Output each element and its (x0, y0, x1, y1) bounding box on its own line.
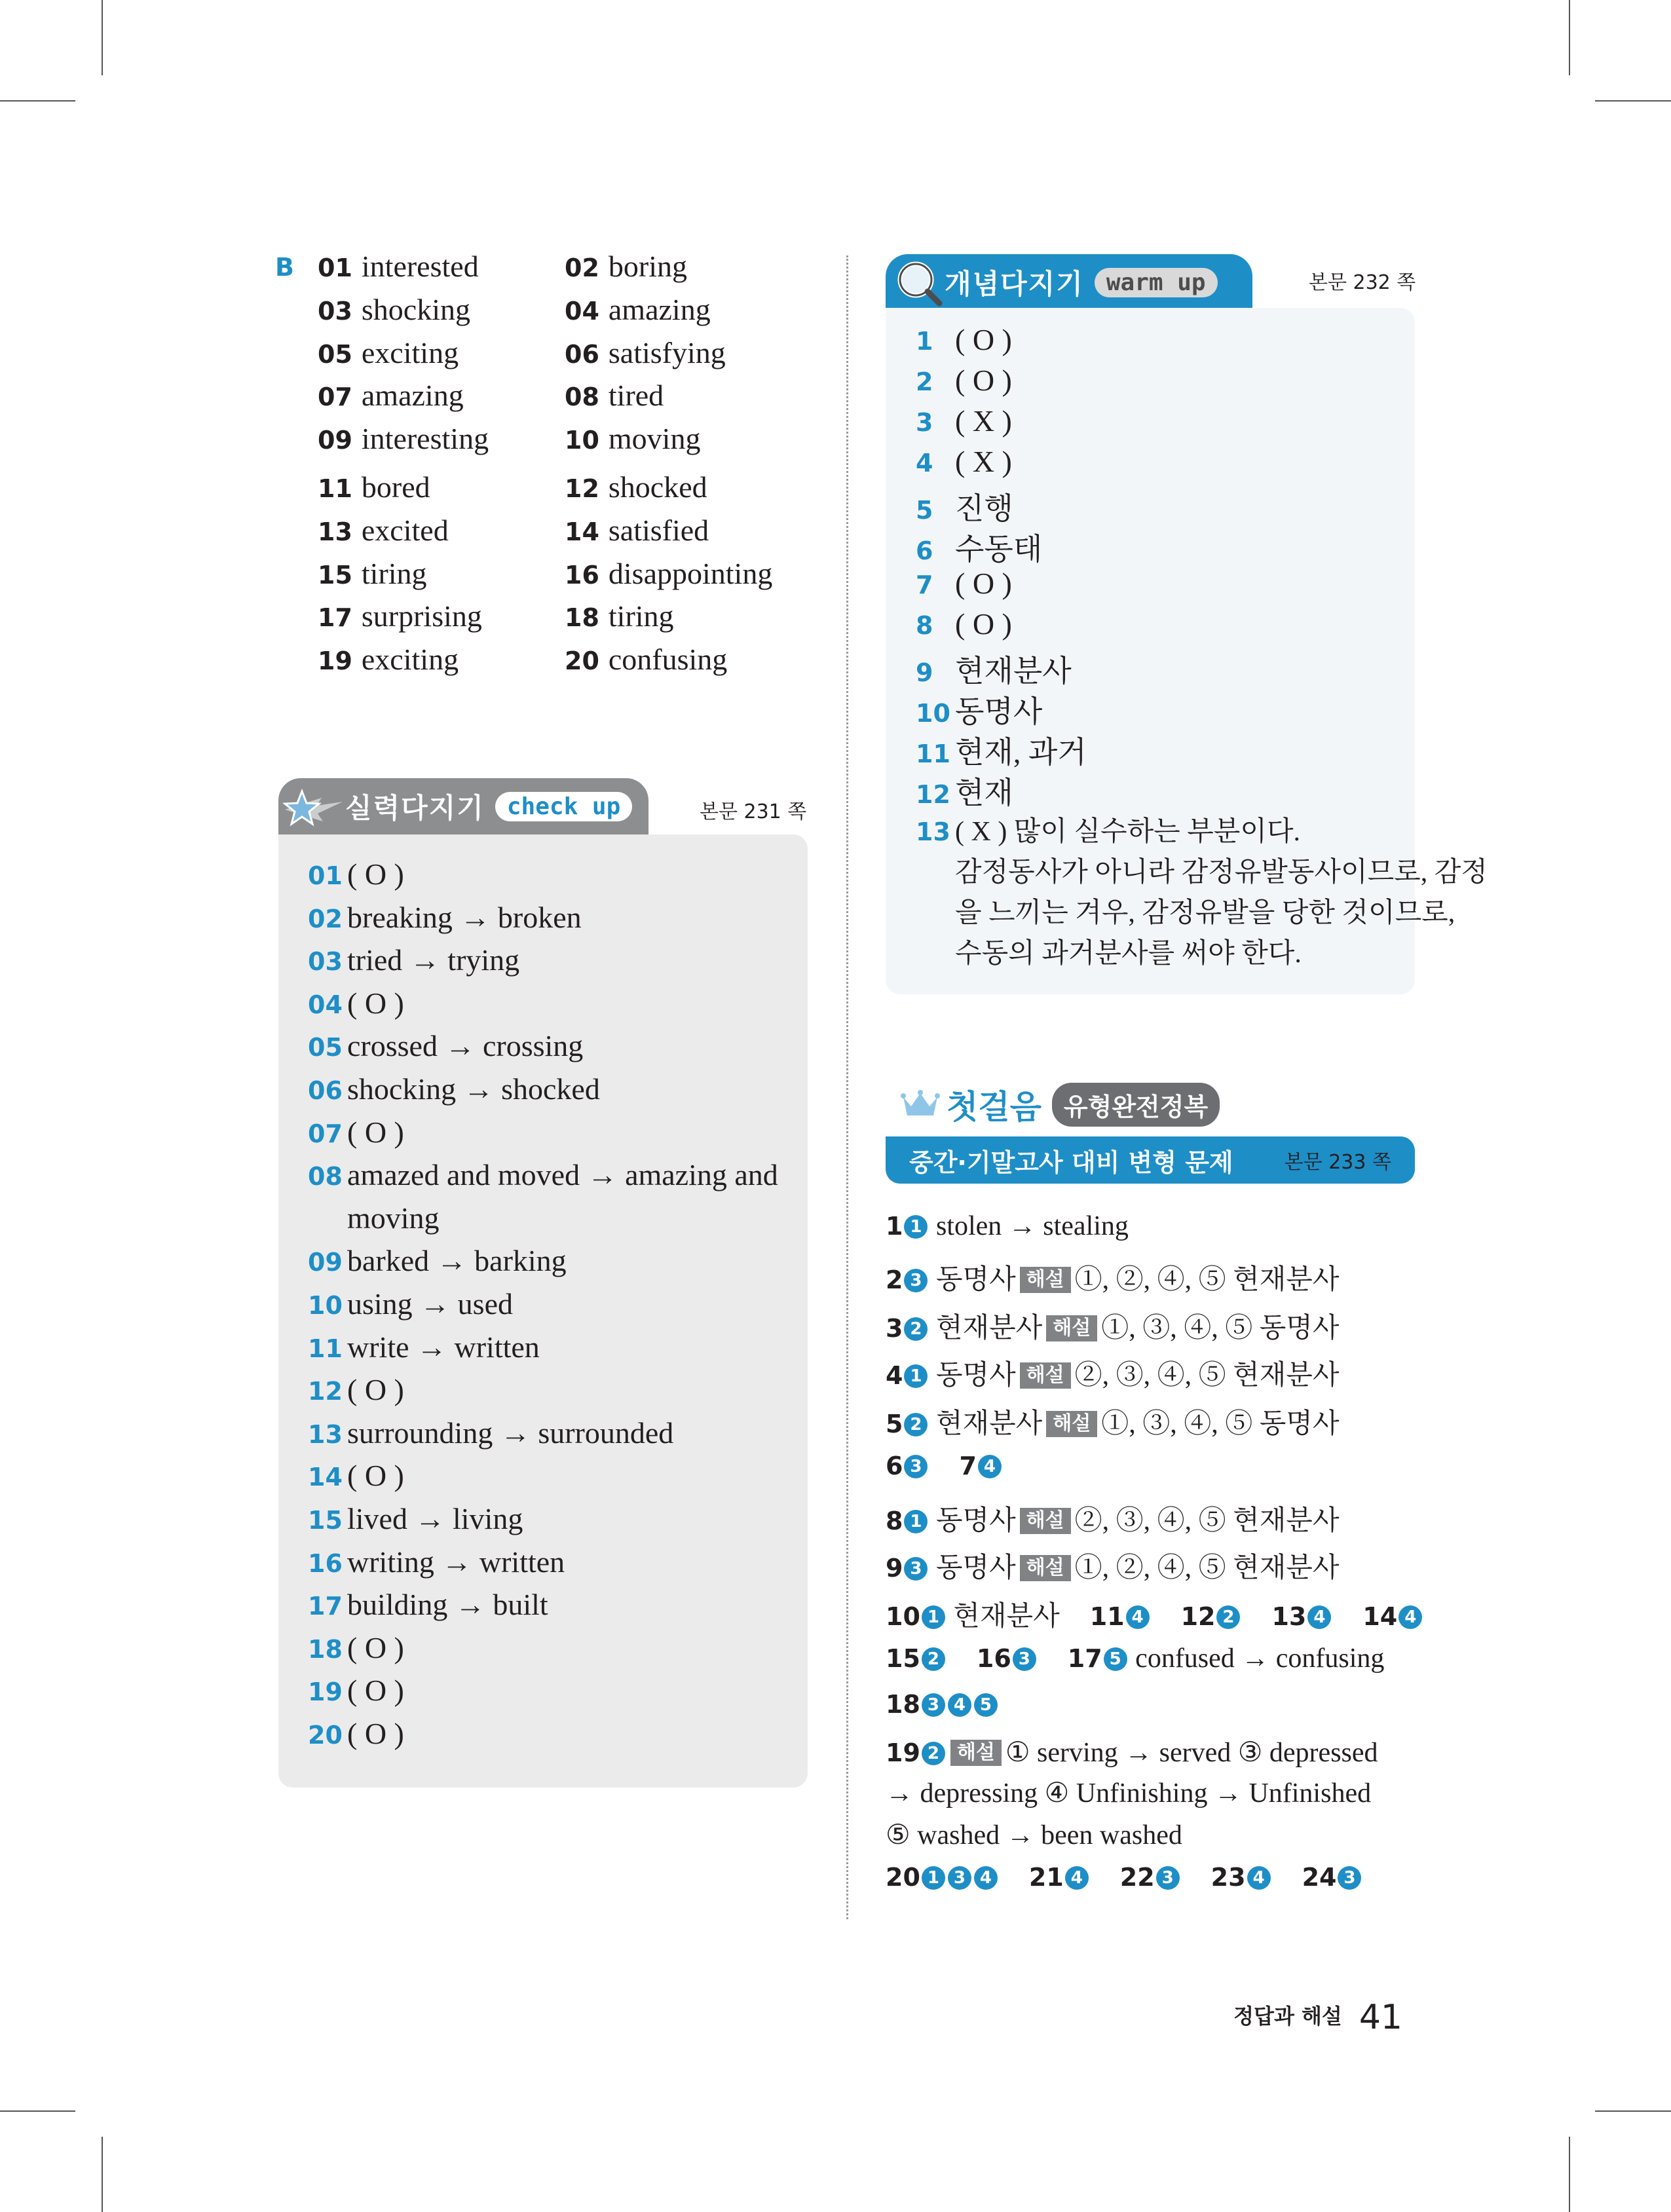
item-number: 18 (565, 603, 599, 632)
answer-text: ( X ) 많이 실수하는 부분이다. (955, 817, 1301, 847)
list-item (916, 566, 1012, 601)
answer-text: ①, ③, ④, ⑤ 동명사 (1101, 1409, 1340, 1439)
choice-circle: 4 (978, 1455, 1002, 1478)
answer-line (886, 1594, 1423, 1634)
choice-circle: 1 (922, 1605, 945, 1629)
list-item (308, 857, 404, 891)
answer-item (565, 378, 664, 417)
question-number: 16 (976, 1644, 1011, 1673)
item-number: 11 (318, 474, 352, 503)
answer-line (886, 1353, 1339, 1393)
section-letter: B (275, 253, 294, 282)
answer-text: tiring (361, 557, 427, 590)
list-item (308, 1587, 548, 1622)
item-number: 10 (916, 699, 950, 728)
item-number: 06 (308, 1076, 343, 1105)
choice-circle: 3 (904, 1557, 928, 1581)
list-item (308, 1501, 523, 1536)
list-item (308, 1330, 540, 1364)
answer-text: using → used (347, 1287, 513, 1321)
answer-item (565, 556, 772, 595)
choice-circle: 1 (922, 1866, 945, 1890)
list-item (308, 1716, 404, 1751)
answer-text: 진행 (955, 492, 1013, 525)
question-number: 14 (1362, 1602, 1398, 1631)
choice-circle: 1 (904, 1364, 928, 1388)
firststep-bar (886, 1136, 1415, 1184)
list-item (916, 688, 1042, 731)
answer-text: tired (608, 379, 664, 412)
answer-text: writing → written (347, 1545, 565, 1579)
answer-text: surprising (361, 599, 482, 633)
answer-item (318, 599, 482, 638)
answer-item (565, 292, 711, 331)
question-number: 23 (1211, 1863, 1246, 1892)
answer-text: excited (361, 514, 449, 547)
choice-circle: 4 (1247, 1866, 1271, 1890)
answer-text: ( O ) (347, 986, 404, 1020)
answer-item (318, 513, 449, 552)
answer-item (565, 421, 700, 460)
answer-text: ( X ) (955, 404, 1012, 438)
choice-circle: 3 (1156, 1866, 1180, 1890)
list-item (308, 1286, 513, 1321)
question-number: 3 (886, 1314, 903, 1343)
choice-circle: 3 (904, 1269, 928, 1292)
answer-line (886, 1450, 1003, 1482)
crop-mark (0, 100, 75, 102)
item-number: 11 (308, 1334, 343, 1363)
answer-text: ( O ) (347, 1115, 404, 1149)
answer-text: building → built (347, 1588, 548, 1622)
crown-icon (901, 1089, 940, 1119)
question-number: 2 (886, 1265, 903, 1294)
list-item (916, 607, 1012, 641)
choice-circle: 2 (904, 1317, 928, 1341)
question-number: 19 (886, 1738, 920, 1767)
list-item (308, 1072, 600, 1106)
list-item (308, 1415, 673, 1450)
item-number: 01 (318, 253, 352, 282)
answer-item (318, 421, 489, 460)
answer-text: 감정동사가 아니라 감정유발동사이므로, 감정 (955, 857, 1488, 888)
item-number: 5 (916, 496, 933, 525)
item-number: 03 (308, 947, 343, 977)
answer-text: 동명사 (929, 1360, 1016, 1391)
answer-text: 동명사 (955, 695, 1043, 728)
list-item (308, 1115, 404, 1150)
answer-item (318, 378, 464, 417)
item-number: 04 (565, 297, 599, 326)
list-item (916, 363, 1012, 398)
answer-text: confused → confusing (1128, 1643, 1385, 1674)
magnifier-icon (892, 256, 945, 309)
explanation-badge: 해설 (1020, 1362, 1071, 1389)
answer-text: ( O ) (955, 364, 1012, 397)
item-number: 09 (308, 1248, 343, 1277)
crop-mark (1569, 2137, 1570, 2212)
question-number: 17 (1067, 1644, 1102, 1673)
answer-item (318, 470, 430, 509)
question-number: 21 (1028, 1863, 1064, 1892)
answer-text: moving (608, 422, 701, 455)
choice-circle: 3 (1338, 1866, 1361, 1890)
answer-text: 을 느끼는 겨우, 감정유발을 당한 것이므로, (955, 898, 1455, 928)
answer-text: 수동태 (955, 533, 1043, 566)
answer-text: 현재분사 (955, 654, 1072, 688)
item-number: 19 (318, 647, 352, 675)
item-number: 15 (308, 1506, 343, 1535)
answer-text: ( O ) (347, 1459, 404, 1493)
answer-text: amazing (608, 293, 711, 326)
answer-text: 동명사 (929, 1553, 1016, 1583)
item-number: 6 (916, 536, 933, 565)
item-number: 12 (916, 780, 950, 809)
answer-item (565, 599, 674, 638)
question-number: 9 (886, 1554, 903, 1583)
answer-text: disappointing (608, 557, 773, 590)
answer-text: ( O ) (955, 607, 1012, 641)
question-number: 6 (886, 1452, 903, 1480)
choice-circle: 2 (904, 1413, 928, 1436)
answer-line (886, 1643, 1384, 1674)
choice-circle: 1 (904, 1510, 928, 1533)
checkup-title: 실력다지기 (345, 792, 485, 824)
crop-mark (1569, 0, 1570, 75)
explanation-badge: 해설 (1020, 1508, 1071, 1534)
checkup-pill: check up (495, 792, 632, 821)
answer-text: 현재분사 (929, 1409, 1043, 1439)
explanation-badge: 해설 (1046, 1411, 1097, 1437)
item-number: 8 (916, 611, 933, 640)
item-number: 13 (916, 817, 950, 846)
question-number: 7 (959, 1452, 977, 1480)
answer-text: crossed → crossing (347, 1029, 584, 1063)
question-number: 12 (1180, 1602, 1216, 1631)
list-item (308, 1028, 583, 1063)
item-number: 16 (565, 561, 599, 590)
item-number: 18 (308, 1634, 343, 1664)
item-number: 03 (318, 297, 352, 326)
answer-text: tiring (608, 599, 674, 633)
firststep-pill: 유형완전정복 (1052, 1083, 1220, 1127)
choice-circle: 5 (974, 1693, 998, 1717)
answer-text: ⑤ washed → been washed (886, 1820, 1182, 1850)
answer-text: shocked (608, 470, 707, 504)
list-item (916, 322, 1012, 357)
answer-text: 현재, 과거 (955, 736, 1087, 769)
choice-circle: 4 (1065, 1866, 1089, 1890)
firststep-page-ref: 본문 233 쪽 (1284, 1151, 1391, 1174)
answer-text: amazing (361, 379, 464, 412)
answer-text: confusing (608, 643, 728, 676)
answer-item (318, 292, 470, 331)
answer-line (886, 1818, 1182, 1851)
question-number: 13 (1271, 1602, 1307, 1631)
column-divider (846, 255, 848, 1919)
list-item (916, 525, 1042, 569)
question-number: 1 (886, 1212, 903, 1241)
list-item (308, 1157, 778, 1192)
list-item (308, 943, 519, 977)
answer-text: interesting (361, 422, 489, 455)
list-item (308, 1630, 404, 1665)
answer-text: amazed and moved → amazing and (347, 1158, 778, 1192)
warmup-title: 개념다지기 (945, 268, 1084, 300)
answer-text: 동명사 (929, 1506, 1016, 1536)
question-number: 15 (886, 1644, 920, 1673)
question-number: 24 (1302, 1863, 1337, 1892)
crop-mark (102, 2137, 103, 2212)
answer-text: ①, ②, ④, ⑤ 현재분사 (1074, 1265, 1340, 1295)
crop-mark (102, 0, 103, 75)
answer-line (886, 1546, 1339, 1585)
list-item (916, 810, 1300, 849)
answer-text: satisfying (608, 336, 726, 369)
answer-line (886, 1776, 1371, 1809)
warmup-tab (886, 254, 1252, 310)
question-number: 8 (886, 1507, 903, 1535)
choice-circle: 4 (1126, 1605, 1150, 1629)
item-number: 05 (318, 340, 352, 369)
question-number: 18 (886, 1690, 920, 1719)
answer-text: shocking (361, 293, 470, 326)
choice-circle: 2 (922, 1742, 945, 1765)
answer-item (565, 335, 726, 375)
firststep-bar-title: 중간·기말고사 대비 변형 문제 (909, 1148, 1233, 1177)
choice-circle: 5 (1104, 1647, 1127, 1671)
answer-text: surrounding → surrounded (347, 1415, 674, 1450)
item-number: 02 (308, 904, 343, 933)
item-number: 2 (916, 367, 933, 396)
footer-label: 정답과 해설 (1233, 2004, 1342, 2029)
answer-text: moving (347, 1201, 440, 1235)
item-number: 19 (308, 1678, 343, 1707)
item-number: 09 (318, 426, 352, 455)
answer-line (886, 1258, 1339, 1297)
answer-text: ( O ) (347, 1717, 404, 1750)
answer-text: bored (361, 470, 430, 504)
choice-circle: 4 (974, 1866, 998, 1890)
item-number: 4 (916, 449, 933, 478)
item-number: 07 (308, 1119, 343, 1148)
item-number: 7 (916, 571, 933, 599)
list-item (916, 891, 1455, 930)
answer-line (886, 1306, 1339, 1345)
list-item (916, 403, 1012, 438)
item-number: 17 (318, 603, 352, 632)
item-number: 05 (308, 1033, 343, 1062)
choice-circle: 1 (904, 1215, 928, 1239)
checkup-panel (278, 834, 808, 1788)
question-number: 22 (1119, 1863, 1155, 1892)
item-number: 07 (318, 383, 352, 411)
answer-text: ①, ②, ④, ⑤ 현재분사 (1074, 1553, 1340, 1583)
item-number: 10 (565, 426, 599, 455)
choice-circle: 4 (1399, 1605, 1422, 1629)
choice-circle: 2 (1216, 1605, 1240, 1629)
answer-line (886, 1402, 1339, 1441)
answer-item (565, 470, 707, 509)
list-item (308, 1372, 404, 1407)
answer-text: satisfied (608, 514, 709, 547)
question-number: 10 (886, 1602, 920, 1631)
crop-mark (1595, 2110, 1671, 2112)
choice-circle: 4 (1307, 1605, 1331, 1629)
list-item (308, 1243, 567, 1278)
item-number: 08 (565, 383, 599, 411)
answer-line (886, 1862, 1362, 1893)
answer-text: ( O ) (955, 323, 1012, 356)
answer-line (886, 1689, 999, 1720)
choice-circle: 4 (948, 1693, 971, 1717)
item-number: 14 (565, 517, 599, 546)
item-number: 06 (565, 340, 599, 369)
list-item (308, 1673, 404, 1708)
answer-item (565, 642, 727, 681)
answer-text: shocking → shocked (347, 1072, 600, 1106)
list-item (916, 485, 1013, 528)
item-number: 3 (916, 408, 933, 437)
list-item (308, 986, 404, 1021)
item-number: 20 (308, 1721, 343, 1750)
item-number: 16 (308, 1548, 343, 1578)
choice-circle: 3 (922, 1693, 945, 1717)
list-item (308, 1545, 565, 1579)
item-number: 1 (916, 327, 933, 356)
item-number: 9 (916, 658, 933, 687)
checkup-page-ref: 본문 231 쪽 (700, 800, 807, 823)
choice-circle: 3 (1013, 1647, 1036, 1671)
item-number: 11 (916, 740, 950, 768)
page-footer (1233, 1998, 1402, 2037)
answer-text: ( X ) (955, 445, 1012, 478)
answer-text: ( O ) (347, 857, 404, 891)
answer-line (886, 1736, 1378, 1769)
answer-item (318, 249, 479, 288)
item-number: 14 (308, 1463, 343, 1492)
choice-circle: 2 (922, 1647, 945, 1671)
firststep-title: 첫걸음 (947, 1088, 1042, 1126)
answer-item (318, 335, 459, 375)
list-item (916, 850, 1488, 890)
explanation-badge: 해설 (1046, 1315, 1097, 1341)
crop-mark (0, 2110, 75, 2112)
answer-text: ①, ③, ④, ⑤ 동명사 (1101, 1313, 1340, 1343)
item-number: 02 (565, 253, 599, 282)
answer-text: 동명사 (929, 1265, 1016, 1295)
question-number: 11 (1089, 1602, 1125, 1631)
answer-text: 현재 (955, 776, 1013, 810)
item-number: 13 (318, 517, 352, 546)
item-number: 12 (308, 1377, 343, 1406)
list-item (916, 769, 1013, 812)
answer-text: stolen → stealing (929, 1211, 1129, 1241)
choice-circle: 3 (948, 1866, 971, 1890)
item-number: 01 (308, 861, 343, 890)
answer-text: 현재분사 (929, 1313, 1043, 1343)
crop-mark (1595, 100, 1671, 102)
item-number: 13 (308, 1419, 343, 1449)
answer-text: barked → barking (347, 1244, 567, 1278)
answer-text: → depressing ④ Unfinishing → Unfinished (886, 1778, 1372, 1809)
item-number: 08 (308, 1162, 343, 1191)
answer-text: 수동의 과거분사를 써야 한다. (955, 939, 1302, 969)
answer-text: ②, ③, ④, ⑤ 현재분사 (1074, 1506, 1340, 1536)
answer-text: ( O ) (347, 1373, 404, 1407)
answer-text: ( O ) (955, 567, 1012, 600)
warmup-pill: warm up (1095, 268, 1218, 297)
choice-circle: 3 (904, 1455, 928, 1478)
answer-text: lived → living (347, 1502, 523, 1535)
answer-item (565, 249, 687, 288)
warmup-page-ref: 본문 232 쪽 (1309, 271, 1416, 294)
answer-text: boring (608, 250, 687, 283)
item-number: 04 (308, 990, 343, 1019)
star-icon (282, 783, 345, 829)
answer-line (886, 1499, 1339, 1538)
list-item (308, 1201, 440, 1235)
answer-text: exciting (361, 643, 459, 676)
list-item (916, 728, 1087, 772)
answer-text: breaking → broken (347, 900, 582, 934)
answer-item (318, 556, 427, 595)
item-number: 17 (308, 1592, 343, 1621)
list-item (308, 900, 582, 935)
answer-text: interested (361, 250, 479, 283)
answer-text: write → written (347, 1330, 540, 1364)
answer-item (318, 642, 459, 681)
item-number: 15 (318, 561, 352, 590)
question-number: 4 (886, 1361, 903, 1390)
checkup-tab (278, 778, 648, 834)
question-number: 5 (886, 1410, 903, 1438)
list-item (916, 647, 1072, 690)
answer-text: exciting (361, 336, 459, 369)
page-number: 41 (1359, 1998, 1402, 2037)
answer-text: tried → trying (347, 943, 520, 977)
warmup-panel (886, 308, 1488, 994)
answer-text: 현재분사 (946, 1602, 1060, 1632)
explanation-badge: 해설 (950, 1740, 1002, 1766)
answer-text: ( O ) (347, 1630, 404, 1664)
answer-text: ① serving → served ③ depressed (1005, 1738, 1378, 1768)
item-number: 12 (565, 474, 599, 503)
explanation-badge: 해설 (1020, 1267, 1071, 1293)
answer-text: ( O ) (347, 1674, 404, 1708)
firststep-heading (901, 1081, 1220, 1128)
answer-text: ②, ③, ④, ⑤ 현재분사 (1074, 1360, 1340, 1391)
answer-item (565, 513, 709, 552)
list-item (916, 444, 1012, 479)
answer-line (886, 1210, 1129, 1242)
list-item (308, 1458, 404, 1493)
question-number: 20 (886, 1863, 920, 1892)
explanation-badge: 해설 (1020, 1555, 1071, 1581)
item-number: 10 (308, 1291, 343, 1320)
item-number: 20 (565, 647, 599, 675)
list-item (916, 931, 1302, 971)
